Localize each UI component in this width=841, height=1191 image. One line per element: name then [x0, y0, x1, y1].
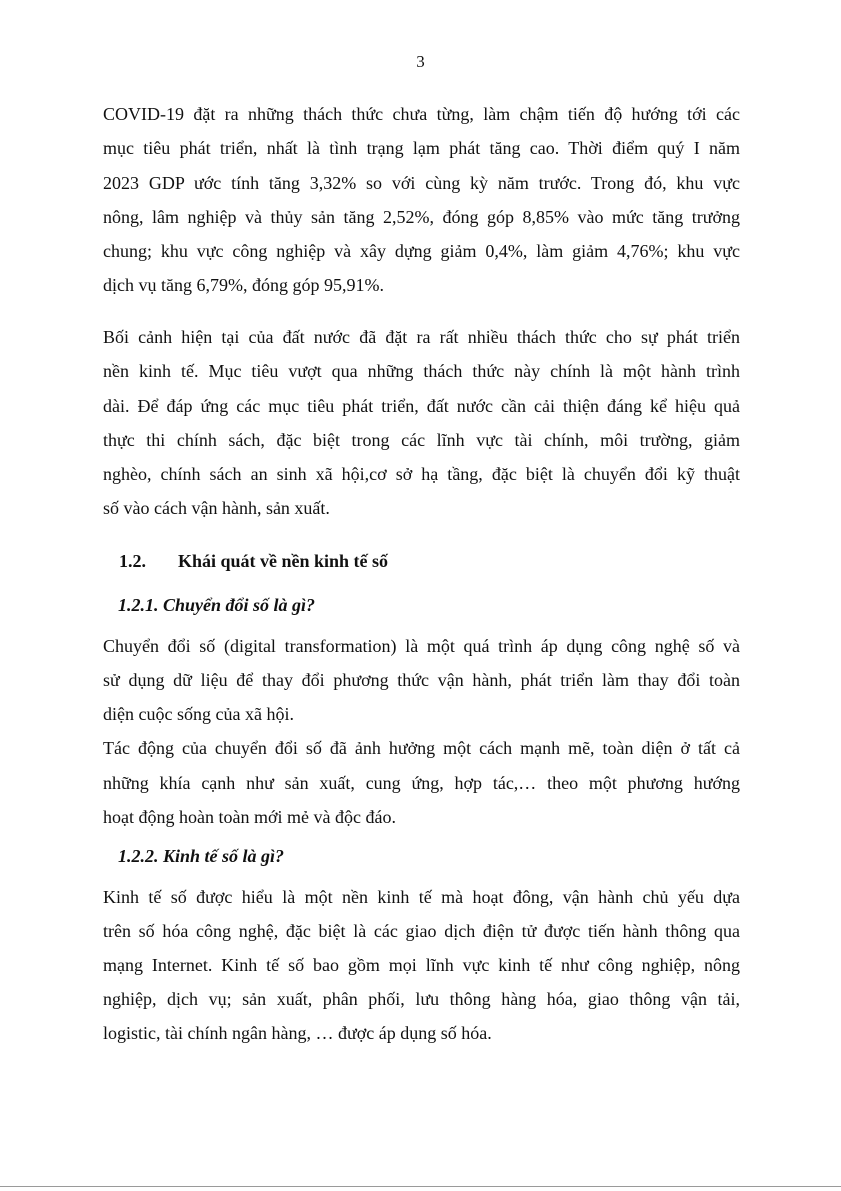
section-title: Khái quát về nền kinh tế số [178, 551, 389, 571]
subsection-1-heading: 1.2.1. Chuyển đổi số là gì? [118, 595, 316, 615]
paragraph-4-line: những khía cạnh như sản xuất, cung ứng, hợp tác,… theo một phương hướng [103, 773, 740, 793]
paragraph-4-line: Tác động của chuyển đổi số đã ảnh hưởng một cách mạnh mẽ, toàn diện ở tất cả [103, 738, 740, 758]
paragraph-1-line: COVID-19 đặt ra những thách thức chưa từng, làm chậm tiến độ hướng tới các [103, 104, 740, 124]
paragraph-5-line: nghiệp, dịch vụ; sản xuất, phân phối, lưu thông hàng hóa, giao thông vận tải, [103, 989, 740, 1009]
section-heading [119, 551, 388, 572]
page-number: 3 [416, 52, 425, 71]
section-number: 1.2. [119, 551, 146, 571]
paragraph-3-line: sử dụng dữ liệu để thay đổi phương thức vận hành, phát triển làm thay đổi toàn [103, 670, 740, 690]
page-bottom-border [0, 1186, 841, 1187]
paragraph-1-line: chung; khu vực công nghiệp và xây dựng giảm 0,4%, làm giảm 4,76%; khu vực [103, 241, 740, 261]
paragraph-1-line: dịch vụ tăng 6,79%, đóng góp 95,91%. [103, 275, 384, 295]
paragraph-2-line: nghèo, chính sách an sinh xã hội,cơ sở hạ tầng, đặc biệt là chuyển đổi kỹ thuật [103, 464, 740, 484]
paragraph-2-line: Bối cảnh hiện tại của đất nước đã đặt ra rất nhiều thách thức cho sự phát triển [103, 327, 740, 347]
paragraph-4-line: hoạt động hoàn toàn mới mẻ và độc đáo. [103, 807, 396, 827]
paragraph-1-line: mục tiêu phát triển, nhất là tình trạng lạm phát tăng cao. Thời điểm quý I năm [103, 138, 740, 158]
paragraph-2-line: số vào cách vận hành, sản xuất. [103, 498, 330, 518]
paragraph-1-line: 2023 GDP ước tính tăng 3,32% so với cùng kỳ năm trước. Trong đó, khu vực [103, 173, 740, 193]
paragraph-5-line: trên số hóa công nghệ, đặc biệt là các giao dịch điện tử được tiến hành thông qua [103, 921, 740, 941]
paragraph-3-line: Chuyển đổi số (digital transformation) là một quá trình áp dụng công nghệ số và [103, 636, 740, 656]
paragraph-2-line: dài. Để đáp ứng các mục tiêu phát triển, đất nước cần cải thiện đáng kể hiệu quả [103, 396, 740, 416]
paragraph-5-line: logistic, tài chính ngân hàng, … được áp dụng số hóa. [103, 1023, 492, 1043]
paragraph-2-line: thực thi chính sách, đặc biệt trong các lĩnh vực tài chính, môi trường, giảm [103, 430, 740, 450]
paragraph-5-line: Kinh tế số được hiểu là một nền kinh tế mà hoạt đông, vận hành chủ yếu dựa [103, 887, 740, 907]
paragraph-3-line: diện cuộc sống của xã hội. [103, 704, 294, 724]
paragraph-5-line: mạng Internet. Kinh tế số bao gồm mọi lĩnh vực kinh tế như công nghiệp, nông [103, 955, 740, 975]
subsection-2-heading: 1.2.2. Kinh tế số là gì? [118, 846, 285, 866]
paragraph-1-line: nông, lâm nghiệp và thủy sản tăng 2,52%, đóng góp 8,85% vào mức tăng trưởng [103, 207, 740, 227]
paragraph-2-line: nền kinh tế. Mục tiêu vượt qua những thách thức này chính là một hành trình [103, 361, 740, 381]
